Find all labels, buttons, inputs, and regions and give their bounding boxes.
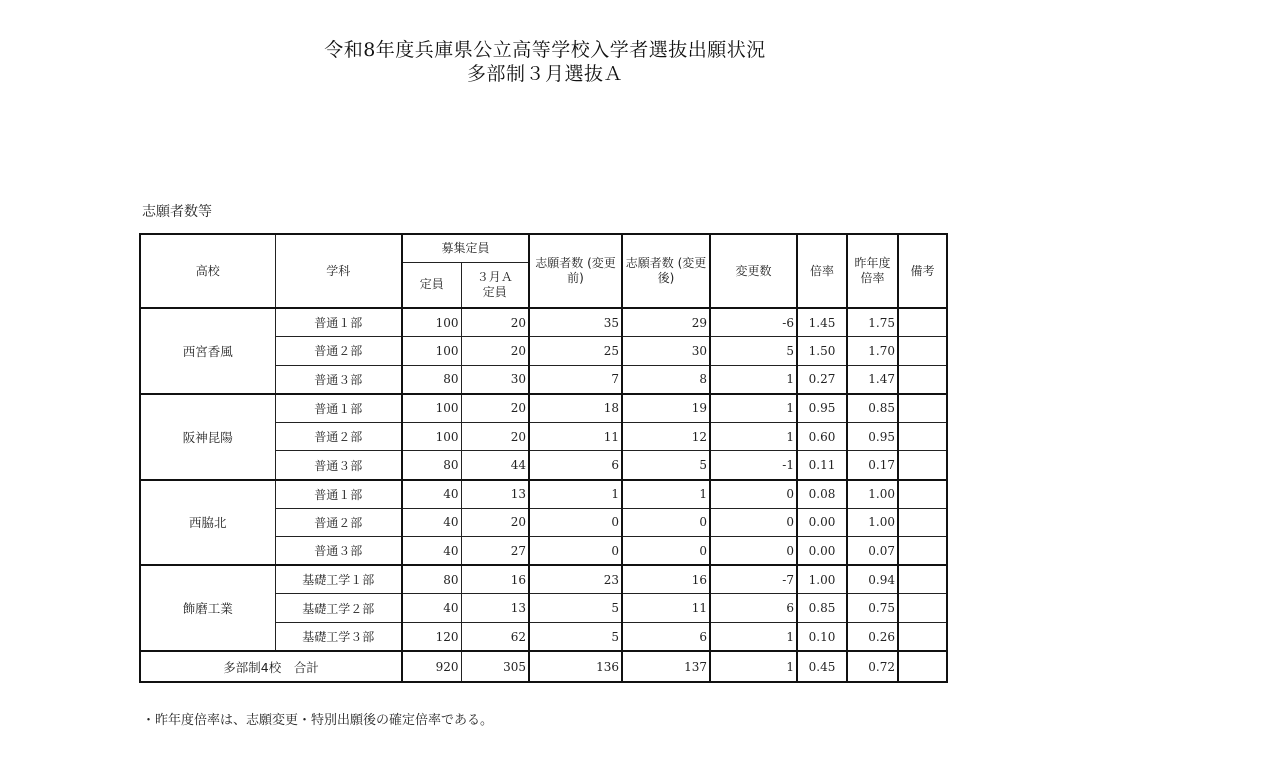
applicants-before: 25 [529, 337, 622, 366]
total-row [140, 651, 947, 682]
total-change: 1 [710, 651, 797, 682]
header-ratio: 倍率 [797, 234, 847, 308]
department: 基礎工学１部 [275, 565, 402, 594]
total-remarks [898, 651, 947, 682]
capacity: 100 [402, 308, 461, 337]
capacity: 40 [402, 508, 461, 537]
section-label: 志願者数等 [142, 204, 212, 220]
department: 基礎工学３部 [275, 623, 402, 652]
change: 6 [710, 594, 797, 623]
applicants-before: 23 [529, 565, 622, 594]
march-a-capacity: 44 [461, 451, 529, 480]
header-recruit-group: 募集定員 [402, 234, 529, 262]
march-a-capacity: 20 [461, 508, 529, 537]
ratio: 0.27 [797, 365, 847, 394]
remarks [898, 422, 947, 451]
applicants-after: 5 [622, 451, 710, 480]
change: 1 [710, 365, 797, 394]
header-applicants-before: 志願者数 (変更前) [529, 234, 622, 308]
applicants-after: 8 [622, 365, 710, 394]
remarks [898, 508, 947, 537]
school-name: 西宮香風 [140, 308, 275, 394]
department: 普通１部 [275, 480, 402, 509]
total-label: 多部制4校 合計 [140, 651, 402, 682]
department: 普通３部 [275, 537, 402, 566]
applicants-after: 29 [622, 308, 710, 337]
ratio: 1.50 [797, 337, 847, 366]
march-a-capacity: 62 [461, 623, 529, 652]
header-applicants-after: 志願者数 (変更後) [622, 234, 710, 308]
prev-ratio: 1.00 [847, 508, 898, 537]
department: 普通３部 [275, 365, 402, 394]
prev-ratio: 0.75 [847, 594, 898, 623]
applicants-table [139, 233, 948, 683]
capacity: 40 [402, 480, 461, 509]
applicants-after: 1 [622, 480, 710, 509]
change: -6 [710, 308, 797, 337]
table-row [140, 480, 947, 509]
change: -7 [710, 565, 797, 594]
department: 普通２部 [275, 337, 402, 366]
remarks [898, 308, 947, 337]
prev-ratio: 1.70 [847, 337, 898, 366]
header-school: 高校 [140, 234, 275, 308]
ratio: 0.95 [797, 394, 847, 423]
total-ratio: 0.45 [797, 651, 847, 682]
change: -1 [710, 451, 797, 480]
title-line-2: 多部制３月選抜Ａ [466, 63, 623, 85]
prev-ratio: 0.26 [847, 623, 898, 652]
header-capacity: 定員 [402, 262, 461, 308]
march-a-capacity: 13 [461, 480, 529, 509]
prev-ratio: 1.75 [847, 308, 898, 337]
capacity: 80 [402, 565, 461, 594]
prev-ratio: 0.95 [847, 422, 898, 451]
applicants-after: 6 [622, 623, 710, 652]
remarks [898, 594, 947, 623]
capacity: 40 [402, 537, 461, 566]
applicants-before: 0 [529, 537, 622, 566]
school-name: 飾磨工業 [140, 565, 275, 651]
prev-ratio: 0.17 [847, 451, 898, 480]
remarks [898, 480, 947, 509]
ratio: 1.45 [797, 308, 847, 337]
footnote: ・昨年度倍率は、志願変更・特別出願後の確定倍率である。 [142, 713, 494, 728]
march-a-capacity: 20 [461, 337, 529, 366]
applicants-before: 5 [529, 623, 622, 652]
table-row [140, 308, 947, 337]
prev-ratio: 1.47 [847, 365, 898, 394]
header-march-a-capacity: ３月Ａ 定員 [461, 262, 529, 308]
march-a-capacity: 20 [461, 422, 529, 451]
ratio: 0.85 [797, 594, 847, 623]
applicants-after: 19 [622, 394, 710, 423]
march-a-capacity: 20 [461, 394, 529, 423]
capacity: 80 [402, 365, 461, 394]
change: 1 [710, 394, 797, 423]
school-name: 西脇北 [140, 480, 275, 566]
remarks [898, 537, 947, 566]
change: 5 [710, 337, 797, 366]
applicants-after: 30 [622, 337, 710, 366]
ratio: 0.11 [797, 451, 847, 480]
department: 普通３部 [275, 451, 402, 480]
capacity: 40 [402, 594, 461, 623]
total-applicants-after: 137 [622, 651, 710, 682]
department: 基礎工学２部 [275, 594, 402, 623]
applicants-after: 0 [622, 508, 710, 537]
ratio: 0.08 [797, 480, 847, 509]
remarks [898, 623, 947, 652]
school-name: 阪神昆陽 [140, 394, 275, 480]
applicants-after: 16 [622, 565, 710, 594]
ratio: 0.00 [797, 537, 847, 566]
applicants-before: 6 [529, 451, 622, 480]
total-march-a-capacity: 305 [461, 651, 529, 682]
applicants-after: 0 [622, 537, 710, 566]
applicants-after: 12 [622, 422, 710, 451]
remarks [898, 365, 947, 394]
change: 0 [710, 537, 797, 566]
change: 0 [710, 480, 797, 509]
remarks [898, 394, 947, 423]
document-title [0, 38, 1090, 86]
march-a-capacity: 16 [461, 565, 529, 594]
applicants-after: 11 [622, 594, 710, 623]
header-department: 学科 [275, 234, 402, 308]
capacity: 120 [402, 623, 461, 652]
department: 普通２部 [275, 508, 402, 537]
ratio: 0.60 [797, 422, 847, 451]
department: 普通１部 [275, 308, 402, 337]
march-a-capacity: 20 [461, 308, 529, 337]
prev-ratio: 0.85 [847, 394, 898, 423]
ratio: 0.00 [797, 508, 847, 537]
applicants-before: 7 [529, 365, 622, 394]
applicants-before: 18 [529, 394, 622, 423]
applicants-before: 0 [529, 508, 622, 537]
prev-ratio: 0.94 [847, 565, 898, 594]
applicants-before: 35 [529, 308, 622, 337]
remarks [898, 451, 947, 480]
remarks [898, 565, 947, 594]
change: 1 [710, 623, 797, 652]
march-a-capacity: 27 [461, 537, 529, 566]
table-row [140, 565, 947, 594]
applicants-before: 5 [529, 594, 622, 623]
prev-ratio: 0.07 [847, 537, 898, 566]
applicants-before: 11 [529, 422, 622, 451]
header-change: 変更数 [710, 234, 797, 308]
title-line-1: 令和8年度兵庫県公立高等学校入学者選抜出願状況 [324, 39, 766, 61]
march-a-capacity: 30 [461, 365, 529, 394]
capacity: 100 [402, 422, 461, 451]
change: 0 [710, 508, 797, 537]
table-row [140, 394, 947, 423]
remarks [898, 337, 947, 366]
ratio: 1.00 [797, 565, 847, 594]
change: 1 [710, 422, 797, 451]
department: 普通２部 [275, 422, 402, 451]
total-prev-ratio: 0.72 [847, 651, 898, 682]
header-remarks: 備考 [898, 234, 947, 308]
prev-ratio: 1.00 [847, 480, 898, 509]
header-prev-ratio: 昨年度 倍率 [847, 234, 898, 308]
ratio: 0.10 [797, 623, 847, 652]
total-applicants-before: 136 [529, 651, 622, 682]
total-capacity: 920 [402, 651, 461, 682]
march-a-capacity: 13 [461, 594, 529, 623]
department: 普通１部 [275, 394, 402, 423]
capacity: 100 [402, 337, 461, 366]
capacity: 100 [402, 394, 461, 423]
capacity: 80 [402, 451, 461, 480]
applicants-before: 1 [529, 480, 622, 509]
